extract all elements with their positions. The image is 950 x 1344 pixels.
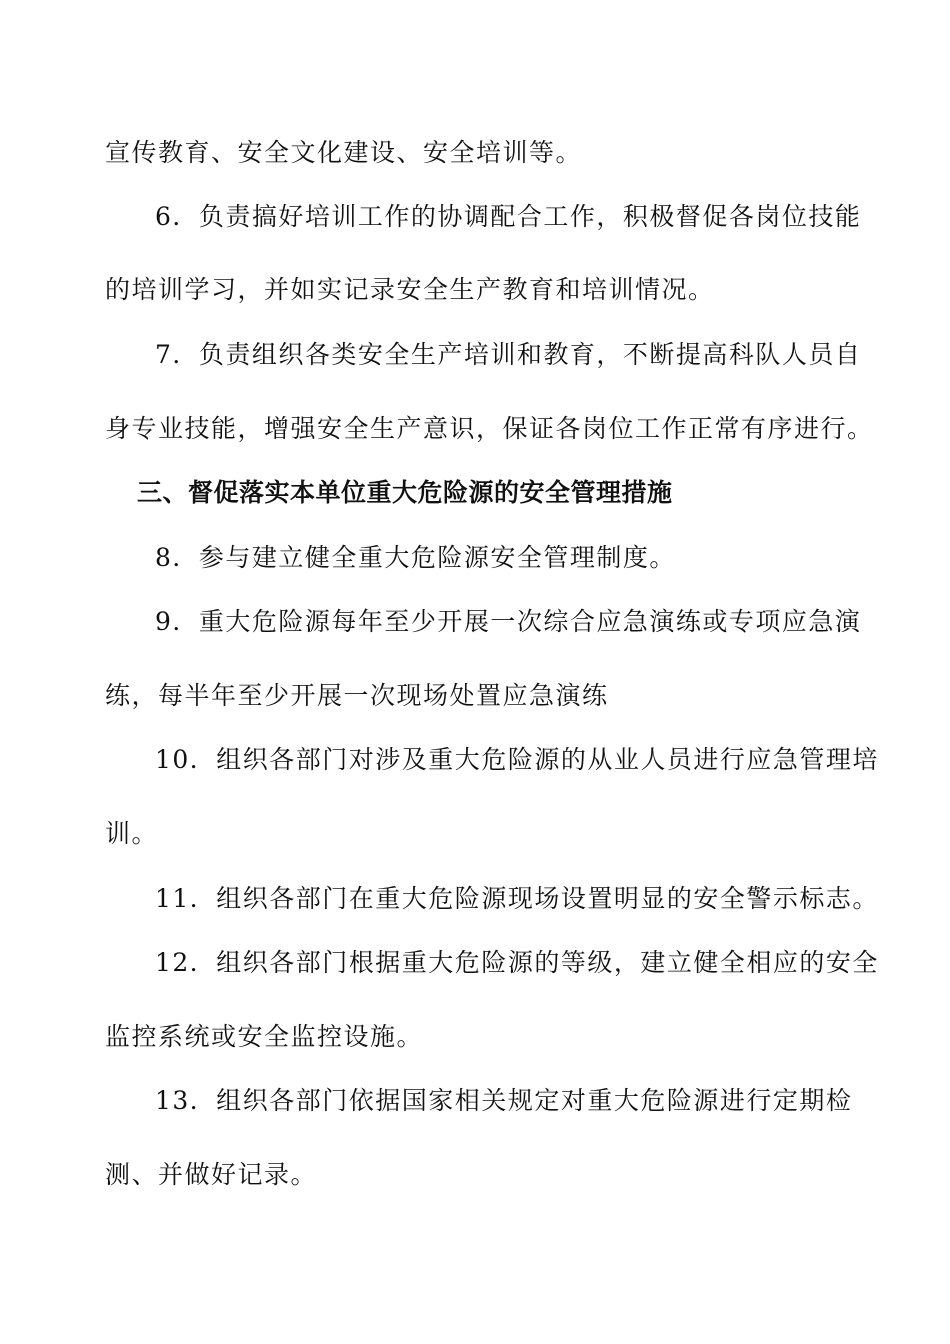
paragraph-line: 监控系统或安全监控设施。 xyxy=(105,1022,424,1051)
paragraph-line: 测、并做好记录。 xyxy=(105,1160,318,1189)
paragraph-line: 的培训学习，并如实记录安全生产教育和培训情况。 xyxy=(105,275,715,304)
paragraph-line: 7．负责组织各类安全生产培训和教育，不断提高科队人员自 xyxy=(155,340,862,369)
section-heading: 三、督促落实本单位重大危险源的安全管理措施 xyxy=(137,478,673,507)
paragraph-line: 8．参与建立健全重大危险源安全管理制度。 xyxy=(155,543,676,572)
paragraph-line: 宣传教育、安全文化建设、安全培训等。 xyxy=(105,138,583,167)
paragraph-line: 10．组织各部门对涉及重大危险源的从业人员进行应急管理培 xyxy=(155,745,879,774)
paragraph-line: 身专业技能，增强安全生产意识，保证各岗位工作正常有序进行。 xyxy=(105,414,874,443)
paragraph-line: 9．重大危险源每年至少开展一次综合应急演练或专项应急演 xyxy=(155,607,862,636)
paragraph-line: 练，每半年至少开展一次现场处置应急演练 xyxy=(105,681,609,710)
paragraph-line: 13．组织各部门依据国家相关规定对重大危险源进行定期检 xyxy=(155,1086,853,1115)
paragraph-line: 12．组织各部门根据重大危险源的等级，建立健全相应的安全 xyxy=(155,948,879,977)
paragraph-line: 训。 xyxy=(105,819,159,848)
paragraph-line: 11．组织各部门在重大危险源现场设置明显的安全警示标志。 xyxy=(155,884,879,913)
paragraph-line: 6．负责搞好培训工作的协调配合工作，积极督促各岗位技能 xyxy=(155,202,862,231)
